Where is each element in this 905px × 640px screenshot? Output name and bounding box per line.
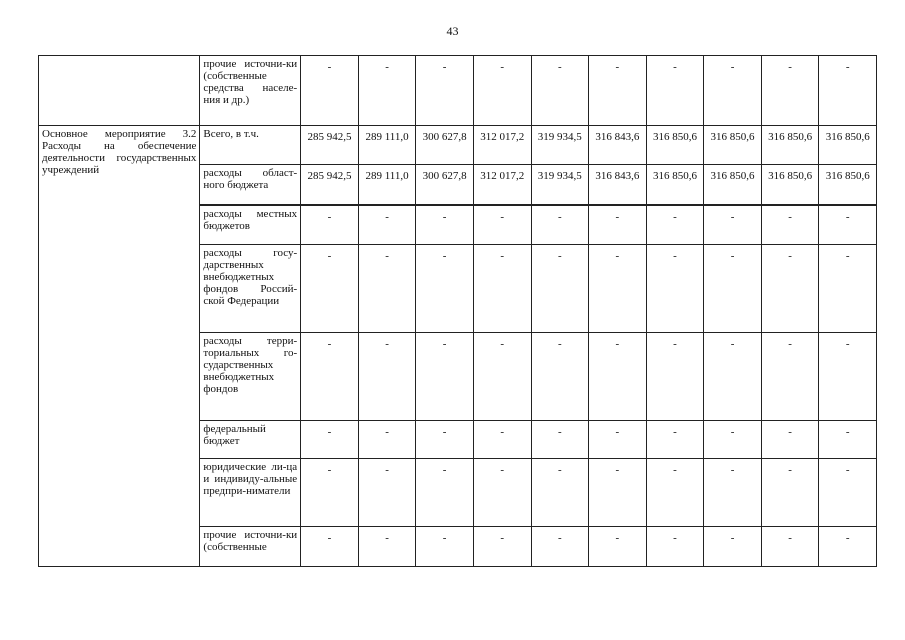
amount-cell: 316 850,6 — [704, 165, 762, 205]
amount-cell: - — [301, 421, 359, 459]
amount-cell: - — [819, 527, 877, 567]
amount-cell: 316 850,6 — [761, 165, 819, 205]
amount-cell: - — [646, 421, 704, 459]
amount-cell: 319 934,5 — [531, 126, 589, 165]
amount-cell: - — [589, 245, 647, 333]
amount-cell: 319 934,5 — [531, 165, 589, 205]
amount-cell: - — [416, 245, 474, 333]
amount-cell: 316 850,6 — [819, 126, 877, 165]
table-body — [39, 56, 877, 567]
amount-cell: - — [358, 56, 416, 126]
amount-cell: - — [761, 205, 819, 245]
amount-cell: - — [819, 205, 877, 245]
amount-cell: - — [358, 527, 416, 567]
amount-cell: - — [589, 459, 647, 527]
amount-cell: - — [358, 245, 416, 333]
amount-cell: 316 850,6 — [646, 126, 704, 165]
amount-cell: - — [761, 333, 819, 421]
amount-cell: 316 850,6 — [761, 126, 819, 165]
amount-cell: - — [819, 333, 877, 421]
amount-cell: - — [819, 56, 877, 126]
amount-cell: 312 017,2 — [473, 165, 531, 205]
funding-source-cell: Всего, в т.ч. — [200, 126, 301, 165]
table-row — [39, 126, 877, 165]
amount-cell: - — [416, 421, 474, 459]
amount-cell: - — [473, 205, 531, 245]
amount-cell: - — [531, 56, 589, 126]
amount-cell: - — [531, 205, 589, 245]
amount-cell: - — [358, 333, 416, 421]
amount-cell: - — [819, 421, 877, 459]
funding-source-cell: юридические ли-ца и индивиду-альные предпри-ниматели — [200, 459, 301, 527]
amount-cell: 312 017,2 — [473, 126, 531, 165]
amount-cell: - — [301, 527, 359, 567]
amount-cell: - — [531, 421, 589, 459]
amount-cell: - — [761, 421, 819, 459]
amount-cell: - — [704, 333, 762, 421]
amount-cell: - — [473, 421, 531, 459]
amount-cell: - — [416, 459, 474, 527]
amount-cell: 300 627,8 — [416, 165, 474, 205]
amount-cell: - — [646, 56, 704, 126]
amount-cell: - — [531, 333, 589, 421]
amount-cell: - — [761, 459, 819, 527]
amount-cell: - — [704, 245, 762, 333]
funding-source-cell: расходы област-ного бюджета — [200, 165, 301, 205]
amount-cell: 289 111,0 — [358, 165, 416, 205]
amount-cell: - — [704, 459, 762, 527]
amount-cell: - — [646, 527, 704, 567]
amount-cell: - — [531, 459, 589, 527]
amount-cell: - — [704, 421, 762, 459]
amount-cell: - — [301, 205, 359, 245]
amount-cell: - — [473, 56, 531, 126]
amount-cell: - — [473, 245, 531, 333]
amount-cell: - — [473, 333, 531, 421]
page-number: 43 — [446, 24, 459, 38]
amount-cell: - — [358, 205, 416, 245]
funding-source-cell: прочие источни-ки (собственные — [200, 527, 301, 567]
amount-cell: - — [358, 459, 416, 527]
amount-cell: - — [301, 333, 359, 421]
amount-cell: - — [358, 421, 416, 459]
amount-cell: - — [761, 245, 819, 333]
funding-source-cell: федеральный бюджет — [200, 421, 301, 459]
amount-cell: 316 850,6 — [704, 126, 762, 165]
amount-cell: - — [416, 527, 474, 567]
amount-cell: 285 942,5 — [301, 126, 359, 165]
amount-cell: - — [589, 205, 647, 245]
amount-cell: - — [301, 245, 359, 333]
funding-source-cell: прочие источни-ки (собственные средства населе-ния и др.) — [200, 56, 301, 126]
amount-cell: - — [646, 245, 704, 333]
amount-cell: - — [646, 459, 704, 527]
amount-cell: - — [589, 56, 647, 126]
amount-cell: - — [531, 527, 589, 567]
amount-cell: - — [416, 56, 474, 126]
amount-cell: - — [473, 459, 531, 527]
amount-cell: - — [646, 205, 704, 245]
measure-title-cell: Основное мероприятие 3.2 Расходы на обеспечение деятельности государственных учреждений — [39, 126, 200, 567]
amount-cell: - — [416, 205, 474, 245]
amount-cell: 316 850,6 — [646, 165, 704, 205]
amount-cell: - — [761, 527, 819, 567]
amount-cell: - — [531, 245, 589, 333]
amount-cell: - — [589, 421, 647, 459]
amount-cell: - — [416, 333, 474, 421]
amount-cell: - — [819, 245, 877, 333]
amount-cell: - — [704, 205, 762, 245]
amount-cell: 316 843,6 — [589, 126, 647, 165]
amount-cell: - — [819, 459, 877, 527]
amount-cell: 289 111,0 — [358, 126, 416, 165]
measure-cell — [39, 56, 200, 126]
funding-source-cell: расходы местных бюджетов — [200, 205, 301, 245]
funding-table — [38, 55, 877, 567]
amount-cell: - — [589, 333, 647, 421]
amount-cell: - — [301, 459, 359, 527]
amount-cell: - — [473, 527, 531, 567]
amount-cell: 300 627,8 — [416, 126, 474, 165]
funding-source-cell: расходы терри-ториальных го-сударственных внебюджетных фондов — [200, 333, 301, 421]
amount-cell: - — [589, 527, 647, 567]
amount-cell: 316 843,6 — [589, 165, 647, 205]
table-row — [39, 56, 877, 126]
amount-cell: - — [704, 56, 762, 126]
amount-cell: - — [301, 56, 359, 126]
amount-cell: 285 942,5 — [301, 165, 359, 205]
amount-cell: - — [704, 527, 762, 567]
funding-source-cell: расходы госу-дарственных внебюджетных фондов Россий-ской Федерации — [200, 245, 301, 333]
amount-cell: - — [761, 56, 819, 126]
amount-cell: 316 850,6 — [819, 165, 877, 205]
amount-cell: - — [646, 333, 704, 421]
